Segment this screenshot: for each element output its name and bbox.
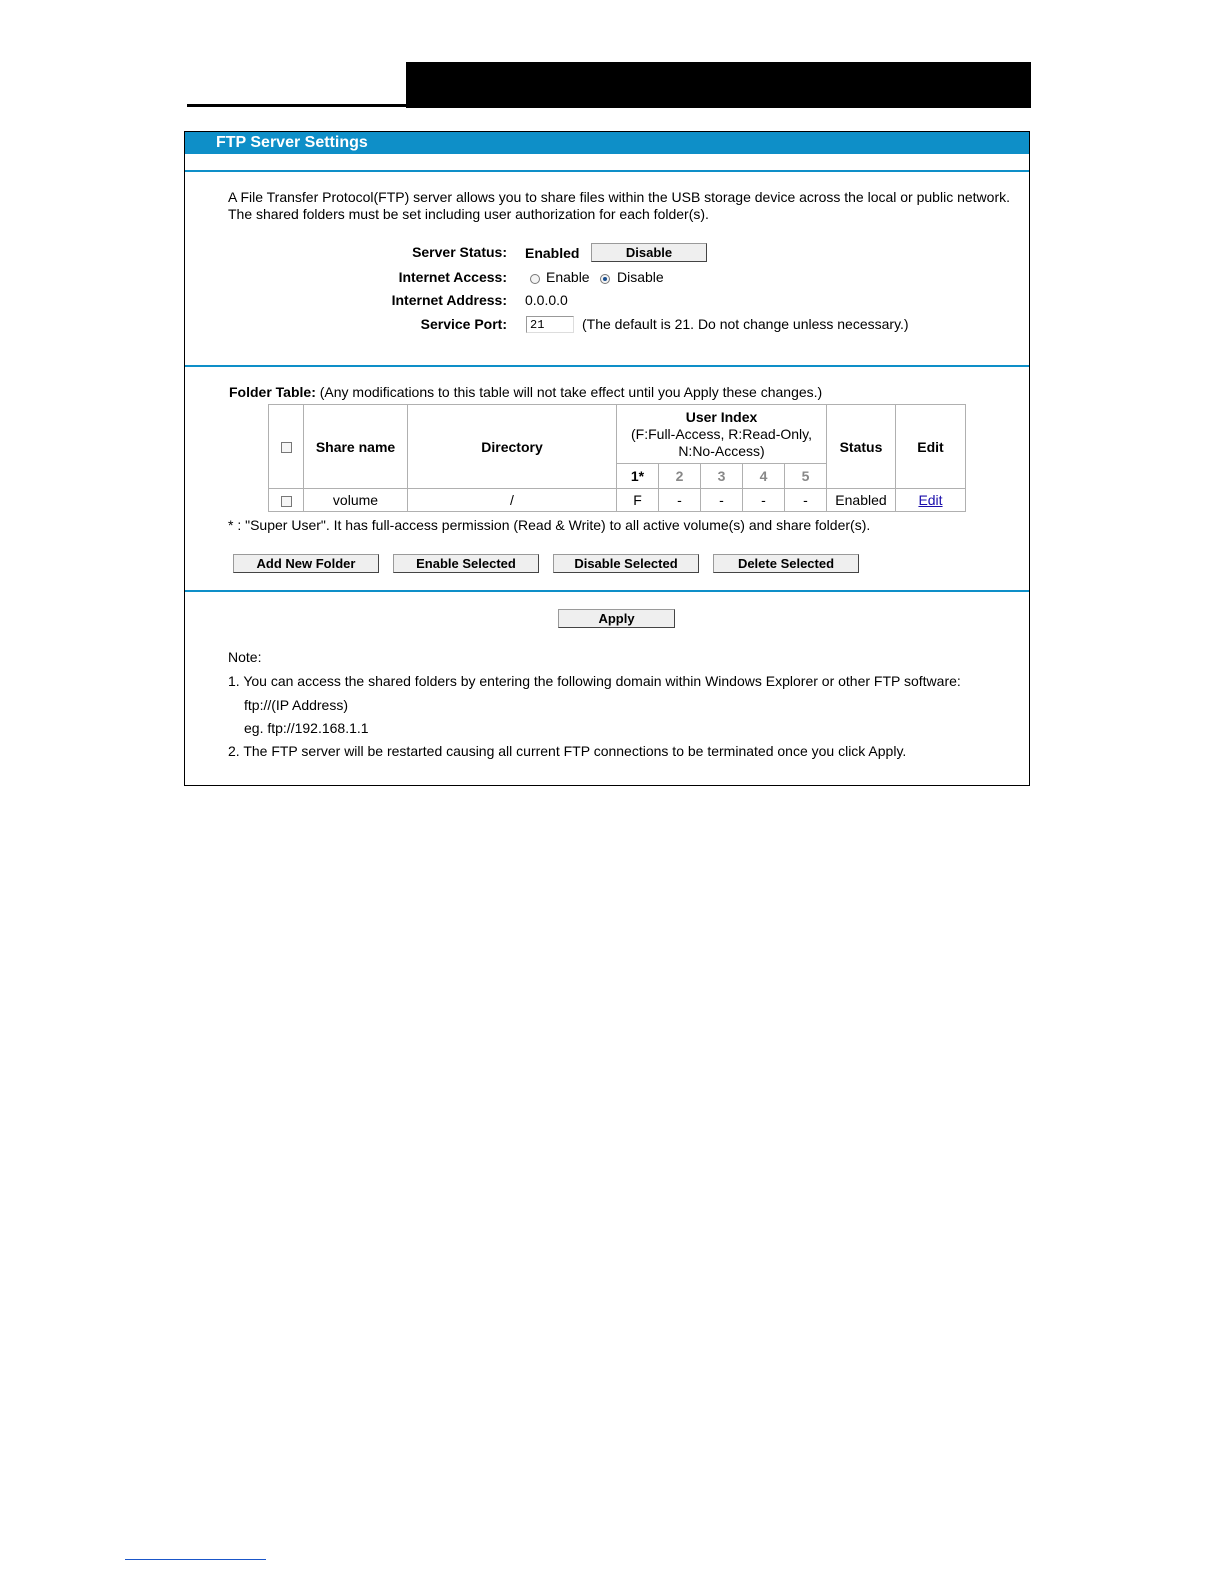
- footer-rule: [125, 1559, 266, 1560]
- user-3-header: 3: [701, 464, 743, 489]
- internet-address-label: Internet Address:: [391, 292, 507, 308]
- row-checkbox[interactable]: [281, 496, 292, 507]
- internet-address-value: 0.0.0.0: [525, 292, 568, 308]
- note-item-1-example: eg. ftp://192.168.1.1: [244, 720, 369, 736]
- note-item-1: 1. You can access the shared folders by entering the following domain within Windows Explorer or other FTP software:: [228, 673, 961, 689]
- intro-line-1: A File Transfer Protocol(FTP) server allows you to share files within the USB storage device across the local or public network.: [228, 189, 1010, 205]
- folder-table-note: (Any modifications to this table will not take effect until you Apply these changes.): [319, 384, 823, 400]
- service-port-input[interactable]: [526, 316, 574, 333]
- divider: [185, 365, 1029, 367]
- row-user-2: -: [659, 489, 701, 512]
- server-status-label: Server Status:: [412, 244, 507, 260]
- server-status-value: Enabled: [525, 245, 580, 261]
- table-row: [269, 489, 966, 512]
- user-1-header: 1*: [617, 464, 659, 489]
- table-header-row: [269, 405, 966, 464]
- note-title: Note:: [228, 649, 262, 665]
- row-directory: /: [408, 489, 617, 512]
- folder-table-heading: [229, 384, 822, 400]
- row-share-name: volume: [304, 489, 408, 512]
- page-title: FTP Server Settings: [216, 134, 368, 151]
- internet-access-disable-label: Disable: [617, 269, 664, 285]
- internet-access-label: Internet Access:: [398, 269, 507, 285]
- user-2-header: 2: [659, 464, 701, 489]
- folder-table: [268, 404, 966, 512]
- user-index-sub1: (F:Full-Access, R:Read-Only,: [631, 425, 812, 442]
- divider: [185, 590, 1029, 592]
- title-bar: [185, 132, 1029, 154]
- apply-button[interactable]: Apply: [558, 609, 675, 628]
- delete-selected-button[interactable]: Delete Selected: [713, 554, 859, 573]
- service-port-hint: (The default is 21. Do not change unless necessary.): [582, 316, 909, 332]
- enable-selected-button[interactable]: Enable Selected: [393, 554, 539, 573]
- row-user-3: -: [701, 489, 743, 512]
- user-index-header: [617, 405, 827, 464]
- header-rule: [187, 104, 407, 107]
- divider: [185, 170, 1029, 172]
- edit-link[interactable]: Edit: [918, 492, 943, 508]
- note-item-1-format: ftp://(IP Address): [244, 697, 349, 713]
- folder-table-label: Folder Table:: [229, 384, 316, 400]
- header-black-bar: [406, 62, 1031, 108]
- ftp-settings-panel: [184, 131, 1030, 786]
- row-status: Enabled: [827, 489, 896, 512]
- disable-selected-button[interactable]: Disable Selected: [553, 554, 699, 573]
- share-name-header: Share name: [304, 405, 408, 489]
- intro-line-2: The shared folders must be set including user authorization for each folder(s).: [228, 206, 709, 222]
- server-disable-button[interactable]: Disable: [591, 243, 707, 262]
- internet-access-disable-radio[interactable]: [600, 274, 610, 284]
- add-new-folder-button[interactable]: Add New Folder: [233, 554, 379, 573]
- status-header: Status: [827, 405, 896, 489]
- internet-access-enable-radio[interactable]: [530, 274, 540, 284]
- service-port-label: Service Port:: [420, 316, 507, 332]
- select-all-cell: [269, 405, 304, 489]
- row-user-5: -: [785, 489, 827, 512]
- row-select-cell: [269, 489, 304, 512]
- super-user-footnote: * : "Super User". It has full-access permission (Read & Write) to all active volume(s) and share folder(s).: [228, 517, 871, 533]
- user-5-header: 5: [785, 464, 827, 489]
- directory-header: Directory: [408, 405, 617, 489]
- user-index-sub2: N:No-Access): [678, 442, 765, 459]
- row-user-4: -: [743, 489, 785, 512]
- note-item-2: 2. The FTP server will be restarted causing all current FTP connections to be terminated once you click Apply.: [228, 743, 907, 759]
- row-edit-cell: [896, 489, 966, 512]
- user-4-header: 4: [743, 464, 785, 489]
- internet-access-enable-label: Enable: [546, 269, 590, 285]
- edit-header: Edit: [896, 405, 966, 489]
- select-all-checkbox[interactable]: [281, 442, 292, 453]
- row-user-1: F: [617, 489, 659, 512]
- user-index-title: User Index: [685, 408, 758, 425]
